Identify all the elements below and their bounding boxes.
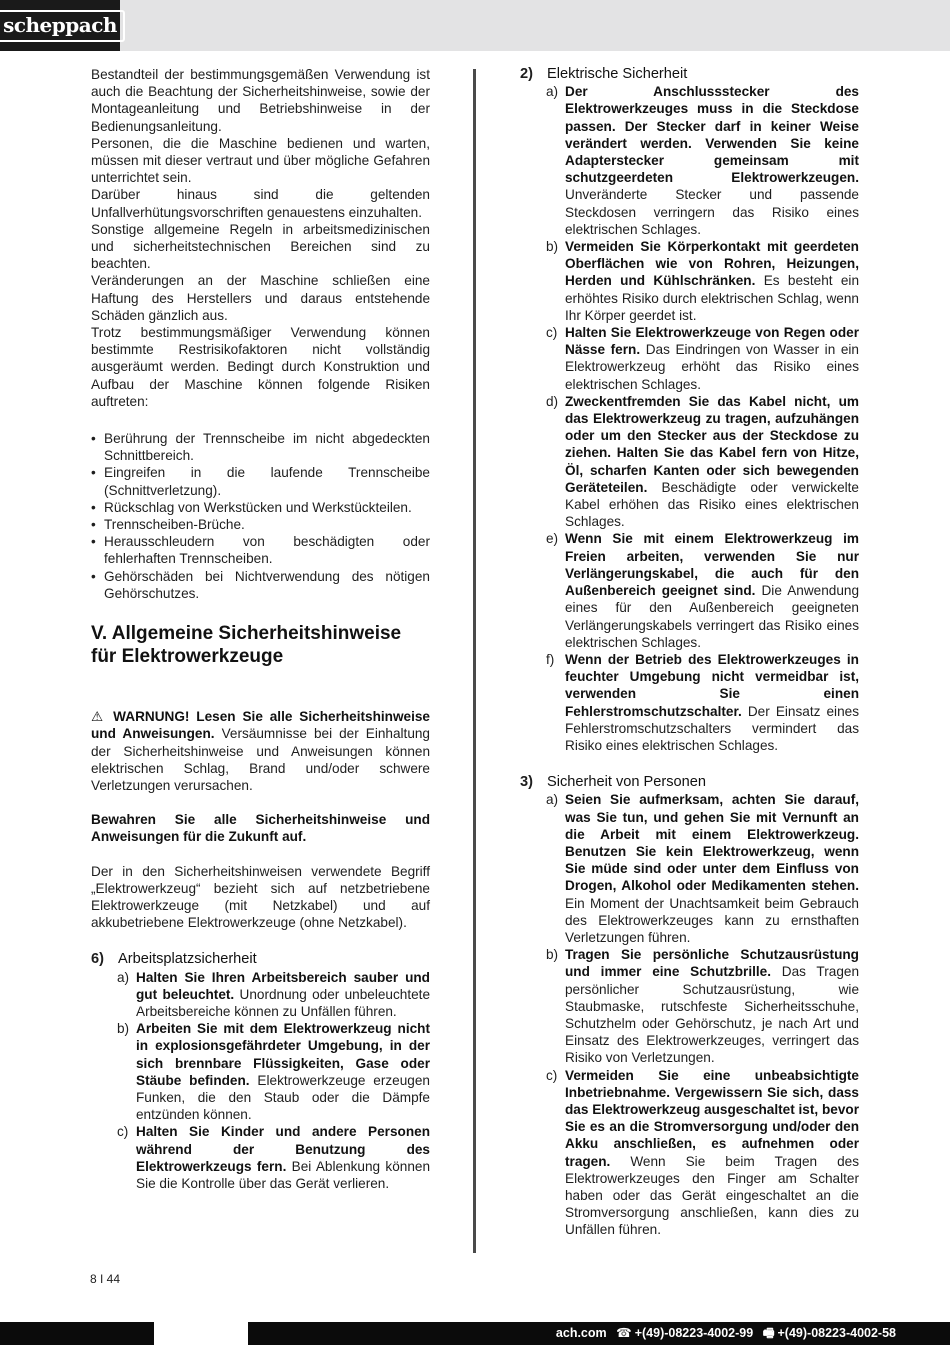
footer-divider <box>154 1322 248 1345</box>
item-text <box>565 324 859 393</box>
risk-item: • Gehörschäden bei Nichtverwendung des nötigen Gehörschutzes. <box>91 568 430 602</box>
warning-bold: WARNUNG! Lesen Sie alle Sicherheitshinweise und Anweisungen. <box>91 709 430 742</box>
item-text <box>136 1020 430 1123</box>
brand-logo <box>0 0 120 51</box>
item-text <box>136 969 430 1021</box>
chapter-title-line1: V. Allgemeine Sicherheitshinweise <box>91 623 402 645</box>
item-label: a) <box>117 969 130 985</box>
item-text <box>565 1067 859 1239</box>
item-body: Es besteht ein erhöhtes Risiko durch elektrischen Schlag, wenn Ihr Körper geerdet ist. <box>565 273 860 323</box>
item-bold: Arbeiten Sie mit dem Elektrowerkzeug nicht in explosionsgefährdeter Umgebung, in der sich brennbare Flüssigkeiten, Gase oder Stäube befinden. <box>136 1021 430 1088</box>
item-label: c) <box>546 1067 558 1083</box>
item-label: c) <box>546 325 558 341</box>
keep-instructions <box>91 811 430 845</box>
item-label: d) <box>546 393 559 409</box>
item-label: a) <box>546 84 559 100</box>
list-item <box>117 969 430 1021</box>
item-bold: Halten Sie Kinder und andere Personen während der Benutzung des Elektrowerkzeugs fern. <box>136 1124 430 1174</box>
item-body: Unordnung oder unbeleuchtete Arbeitsbereiche können zu Unfällen führen. <box>136 986 431 1019</box>
list-item <box>546 1067 859 1239</box>
item-body: Wenn Sie beim Tragen des Elektrowerkzeuges den Finger am Schalter haben oder das Gerät eingeschaltet an die Stromversorgung anschließen, kann dies zu Unfällen führen. <box>565 1153 859 1238</box>
item-body: Die Anwendung eines für den Außenbereich geeigneten Verlängerungskabels verringert das Risiko eines elektrischen Schlages. <box>565 583 859 650</box>
warning-paragraph <box>91 708 430 794</box>
item-text <box>565 83 859 238</box>
item-label: b) <box>546 239 559 255</box>
list-item <box>546 393 859 531</box>
risk-item: • Berührung der Trennscheibe im nicht abgedeckten Schnittbereich. <box>91 430 430 464</box>
list-item <box>546 791 859 946</box>
footer-fax: +(49)-08223-4002-58 <box>777 1326 896 1340</box>
item-bold: Tragen Sie persönliche Schutzausrüstung und immer eine Schutzbrille. <box>565 947 859 980</box>
footer-phone: +(49)-08223-4002-99 <box>634 1326 754 1340</box>
item-bold: Vermeiden Sie eine unbeabsichtigte Inbetriebnahme. Vergewissern Sie sich, dass das Elektrowerkzeug ausgeschaltet ist, bevor Sie es an die Stromversorgung und/oder den Akku anschließen, es aufnehmen oder tragen. <box>565 1067 859 1169</box>
footer-bar <box>0 1322 950 1345</box>
list-item <box>546 946 859 1066</box>
intro-paragraph: Trotz bestimmungsmäßiger Verwendung können bestimmte Restrisikofaktoren nicht vollständig ausgeräumt werden. Bedingt durch Konstruktion und Aufbau der Maschine können folgende Risiken auftreten: <box>91 325 430 409</box>
section-title: Arbeitsplatzsicherheit <box>118 951 257 968</box>
item-body: Unveränderte Stecker und passende Steckdosen verringern das Risiko eines elektrischen Schlages. <box>565 187 859 237</box>
item-body: Das Eindringen von Wasser in ein Elektrowerkzeug erhöht das Risiko eines elektrischen Schlages. <box>565 342 859 392</box>
intro-paragraph: Darüber hinaus sind die geltenden Unfallverhütungsvorschriften genauestens einzuhalten. <box>91 187 430 220</box>
item-bold: Wenn der Betrieb des Elektrowerkzeuges in feuchter Umgebung nicht vermeidbar ist, verwenden Sie einen Fehlerstromschutzschalter. <box>565 651 859 719</box>
item-bold: Wenn Sie mit einem Elektrowerkzeug im Freien arbeiten, verwenden Sie nur Verlängerungskabel, die auch für den Außenbereich geeignet sind. <box>565 531 859 599</box>
item-text <box>565 791 859 946</box>
item-label: f) <box>546 651 555 667</box>
item-text <box>565 393 859 531</box>
item-text <box>565 651 859 754</box>
item-text <box>565 530 859 650</box>
item-bold: Der Anschlussstecker des Elektrowerkzeuges muss in die Steckdose passen. Der Stecker darf in keiner Weise verändert werden. Verwenden Sie keine Adapterstecker gemeinsam mit schutzgeerdeten Elektrowerkzeugen. <box>565 84 859 186</box>
chapter-heading <box>91 622 430 668</box>
item-body: Ein Moment der Unachtsamkeit beim Gebrauch des Elektrowerkzeuges kann zu ernsthaften Verletzungen führen. <box>565 895 859 945</box>
chapter-title-line2: für Elektrowerkzeuge <box>91 646 284 668</box>
footer-website: ach.com <box>555 1326 607 1340</box>
section-title: Elektrische Sicherheit <box>547 66 688 82</box>
intro-paragraph: Sonstige allgemeine Regeln in arbeitsmedizinischen und sicherheitstechnischen Bereichen sind zu beachten. <box>91 221 430 272</box>
left-column <box>91 66 430 1192</box>
list-item <box>117 1020 430 1123</box>
section-heading-6 <box>91 951 430 968</box>
item-label: b) <box>117 1021 130 1037</box>
item-text <box>565 946 859 1066</box>
item-body: Der Einsatz eines Fehlerstromschutzschalters vermindert das Risiko eines elektrischen Schlages. <box>565 703 859 753</box>
warning-icon: ⚠ <box>91 709 107 725</box>
intro-paragraph: Veränderungen an der Maschine schließen eine Haftung des Herstellers und daraus entstehende Schäden gänzlich aus. <box>91 273 430 323</box>
item-bold: Zweckentfremden Sie das Kabel nicht, um das Elektrowerkzeug zu tragen, aufzuhängen oder um den Stecker aus der Steckdose zu ziehen. Halten Sie das Kabel fern von Hitze, Öl, scharfen Kanten oder sich bewegenden Geräteteilen. <box>565 393 859 495</box>
phone-icon: ☎ <box>616 1326 632 1340</box>
section-title: Sicherheit von Personen <box>547 774 707 791</box>
list-item <box>546 238 859 324</box>
item-text <box>136 1123 430 1192</box>
risk-item: • Eingreifen in die laufende Trennscheibe (Schnittverletzung). <box>91 464 430 498</box>
footer-contact <box>550 1325 896 1342</box>
item-label: a) <box>546 792 559 808</box>
list-item <box>546 530 859 650</box>
intro-paragraph: Bestandteil der bestimmungsgemäßen Verwendung ist auch die Beachtung der Sicherheitshinweise, sowie der Montageanleitung und Betriebshinweise in der Bedienungsanleitung. <box>91 67 430 134</box>
right-column <box>520 66 859 1239</box>
item-bold: Halten Sie Ihren Arbeitsbereich sauber und gut beleuchtet. <box>136 969 430 1002</box>
risk-item: • Rückschlag von Werkstücken und Werkstückteilen. <box>91 499 430 516</box>
list-item <box>546 83 859 238</box>
item-bold: Halten Sie Elektrowerkzeuge von Regen oder Nässe fern. <box>565 325 859 358</box>
item-label: b) <box>546 947 559 963</box>
item-text <box>565 238 859 324</box>
keep-instructions-text: Bewahren Sie alle Sicherheitshinweise und Anweisungen für die Zukunft auf. <box>91 812 430 845</box>
warning-text: Versäumnisse bei der Einhaltung der Sicherheitshinweise und Anweisungen können elektrischen Schlag, Brand und/oder schwere Verletzungen verursachen. <box>91 726 430 793</box>
list-item <box>546 651 859 754</box>
item-label: e) <box>546 531 559 547</box>
section-number: 3) <box>520 774 533 791</box>
logo-text: scheppach <box>0 10 125 42</box>
page-number: 8 I 44 <box>90 1272 121 1286</box>
risk-list <box>91 430 430 602</box>
item-bold: Seien Sie aufmerksam, achten Sie darauf, was Sie tun, und gehen Sie mit Vernunft an die Arbeit mit einem Elektrowerkzeug. Benutzen Sie kein Elektrowerkzeug, wenn Sie müde sind oder unter dem Einfluss von Drogen, Alkohol oder Medikamenten stehen. <box>565 792 859 894</box>
section-number: 6) <box>91 951 104 968</box>
item-body: Beschädigte oder verwickelte Kabel erhöhen das Risiko eines elektrischen Schlages. <box>565 479 859 530</box>
item-body: Das Tragen persönlicher Schutzausrüstung, wie Staubmaske, rutschfeste Sicherheitsschuhe, Schutzhelm oder Gehörschutz, je nach Art und Einsatz des Elektrowerkzeuges, verringert das Risiko von Verletzungen. <box>565 964 859 1066</box>
item-body: Elektrowerkzeuge erzeugen Funken, die den Staub oder die Dämpfe entzünden können. <box>136 1072 430 1123</box>
risk-item: • Herausschleudern von beschädigten oder fehlerhaften Trennscheiben. <box>91 533 430 567</box>
list-item <box>546 324 859 393</box>
item-bold: Vermeiden Sie Körperkontakt mit geerdeten Oberflächen wie von Rohren, Heizungen, Herden und Kühlschränken. <box>565 239 859 289</box>
item-label: c) <box>117 1124 129 1140</box>
section-heading-2 <box>520 66 859 83</box>
fax-icon: 🖷 <box>762 1326 775 1340</box>
column-divider <box>473 69 476 1253</box>
item-body: Bei Ablenkung können Sie die Kontrolle über das Gerät verlieren. <box>136 1158 430 1191</box>
header-bar <box>0 0 950 51</box>
risk-item: • Trennscheiben-Brüche. <box>91 516 430 533</box>
list-item <box>117 1123 430 1192</box>
intro-paragraph: Personen, die die Maschine bedienen und warten, müssen mit dieser vertraut und über mögliche Gefahren unterrichtet sein. <box>91 135 430 186</box>
section-heading-3 <box>520 774 859 791</box>
term-definition: Der in den Sicherheitshinweisen verwendete Begriff „Elektrowerkzeug“ bezieht sich auf netzbetriebene Elektrowerkzeuge (mit Netzkabel) und auf akkubetriebene Elektrowerkzeuge (ohne Netzkabel). <box>91 863 430 931</box>
section-number: 2) <box>520 66 533 82</box>
